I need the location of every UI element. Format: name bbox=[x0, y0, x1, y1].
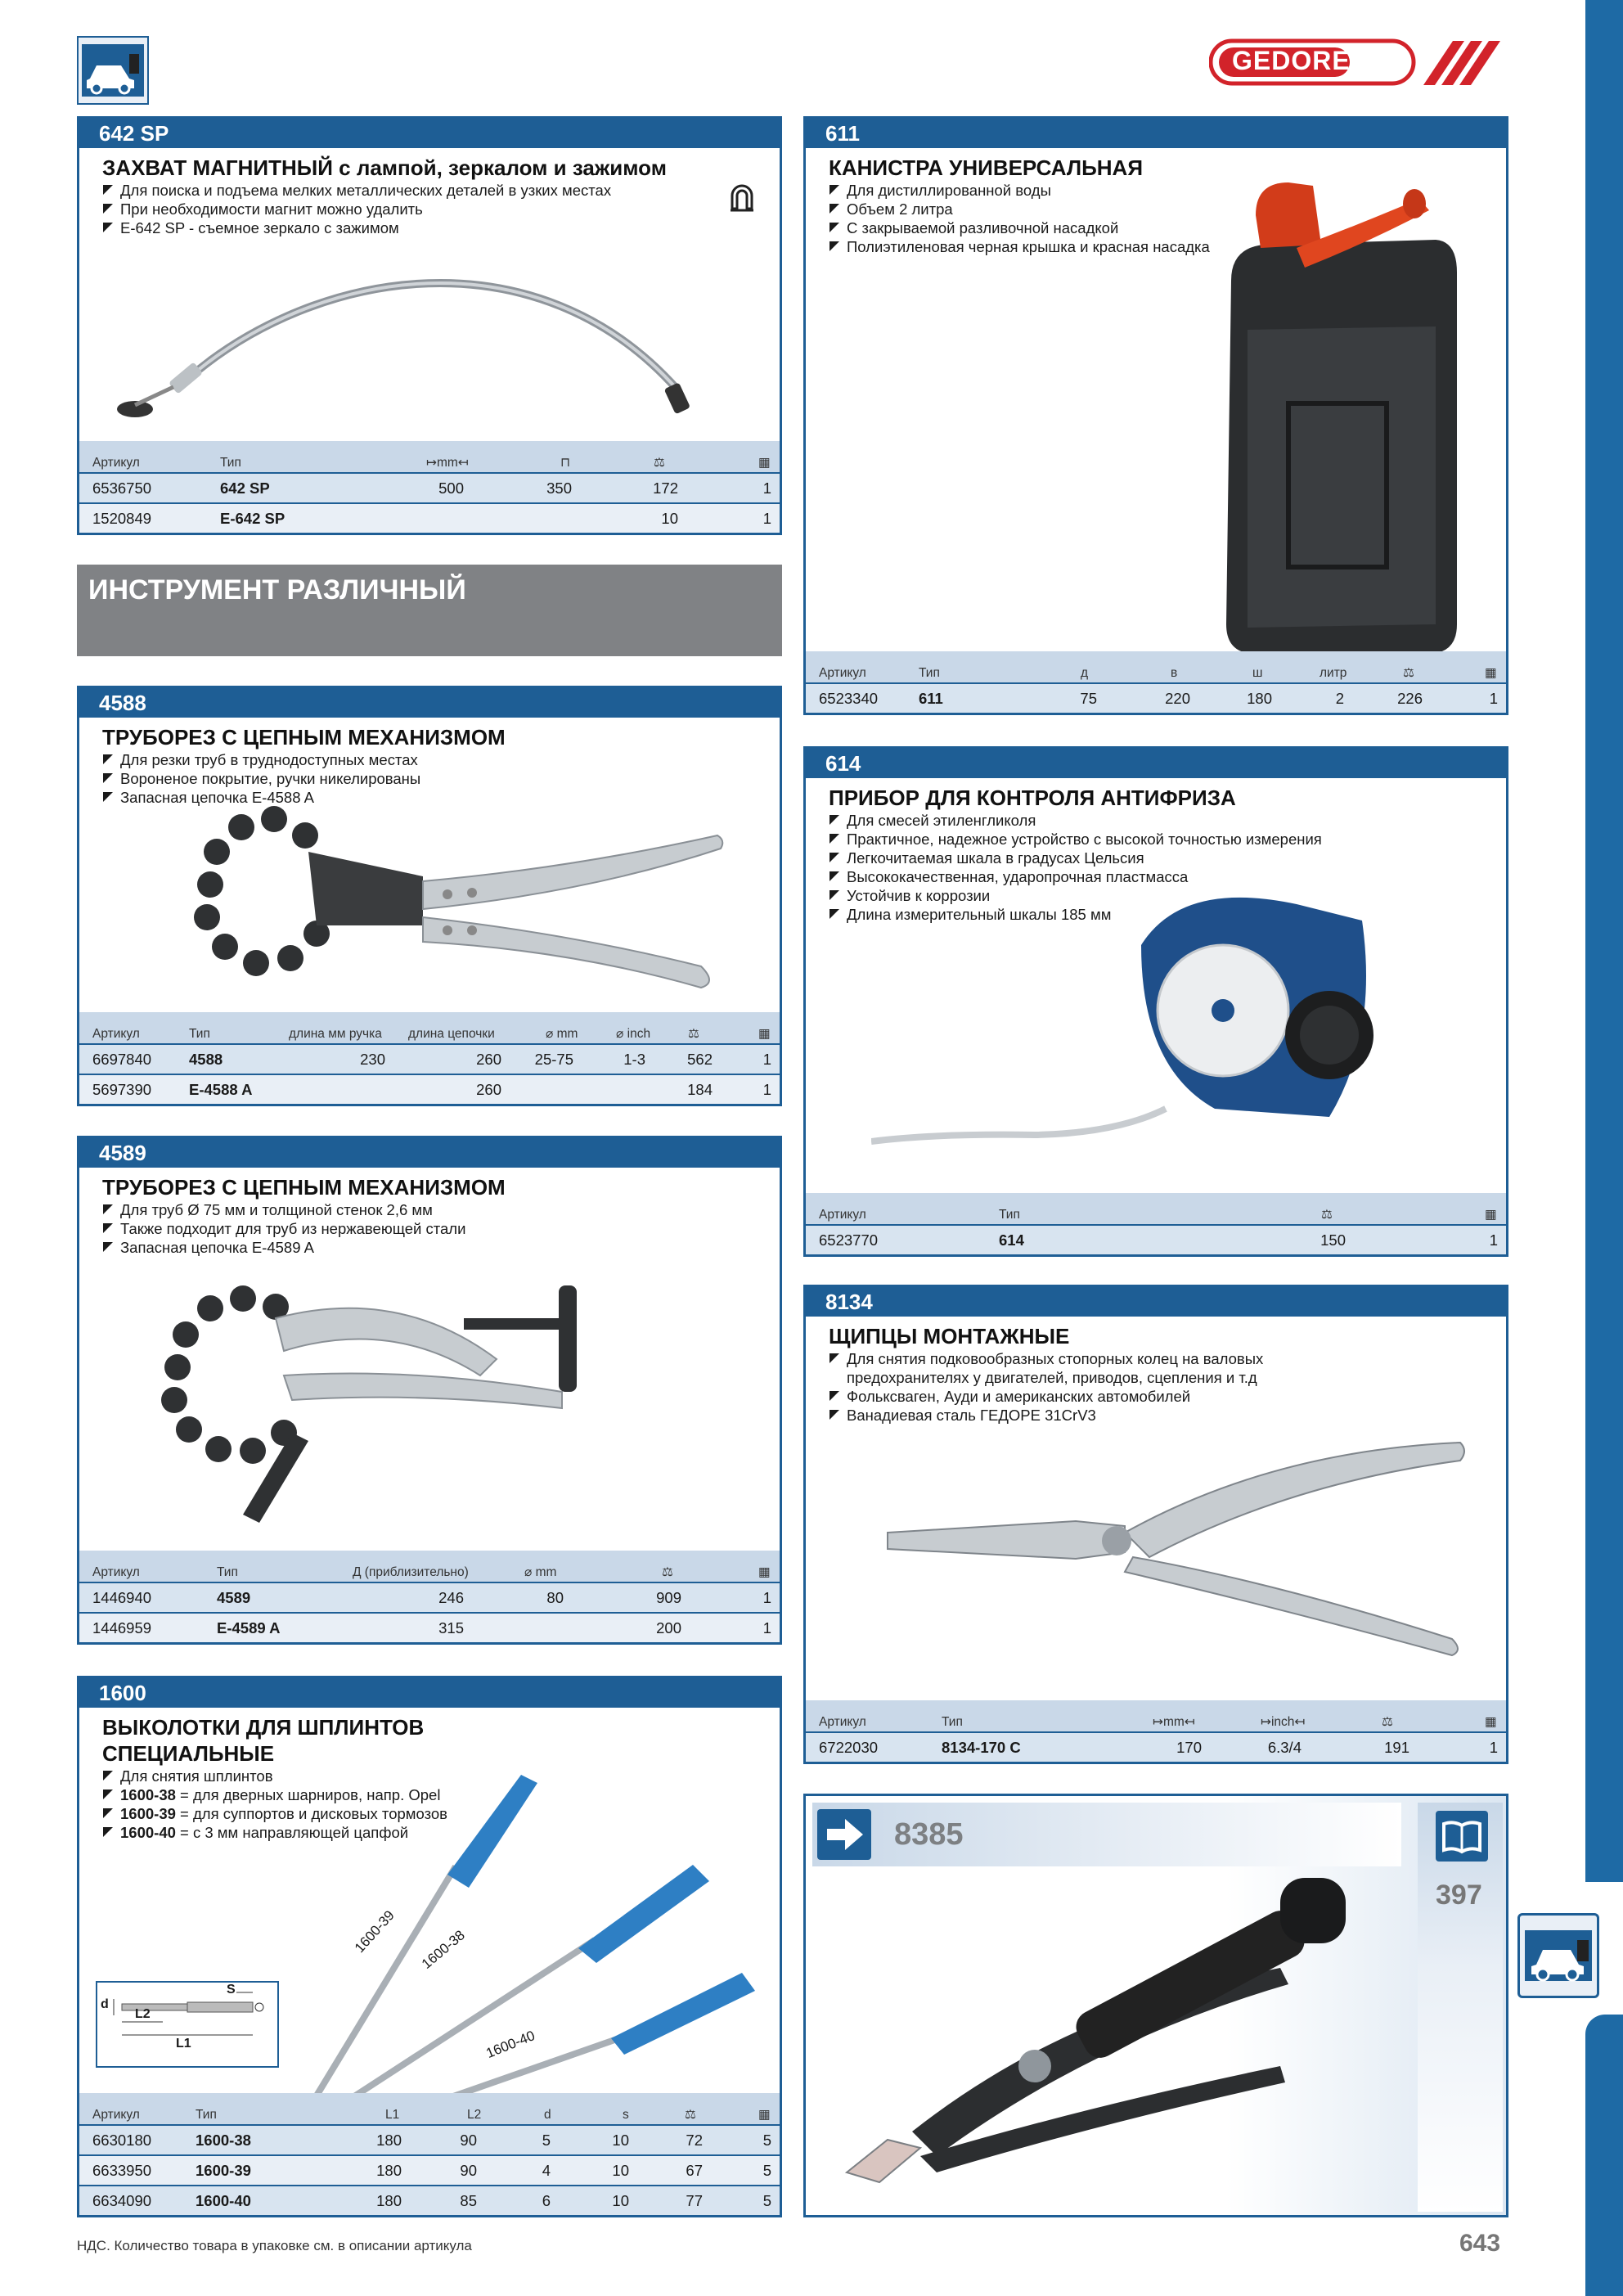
table-row[interactable] bbox=[79, 502, 780, 533]
cell-type: 614 bbox=[999, 1231, 1024, 1249]
product-title: ЗАХВАТ МАГНИТНЫЙ с лампой, зеркалом и зажимом bbox=[102, 155, 667, 180]
cell-type: 8134-170 C bbox=[942, 1739, 1021, 1756]
cell-l1: 180 bbox=[376, 2132, 402, 2149]
antifreeze-tester-image bbox=[871, 871, 1460, 1166]
cell-pack: 5 bbox=[762, 2192, 771, 2209]
cell-l1: 180 bbox=[376, 2192, 402, 2209]
cell-pack: 5 bbox=[762, 2132, 771, 2149]
col-chain-length: длина цепочки bbox=[408, 1027, 495, 1041]
cell-sh: 180 bbox=[1247, 690, 1272, 707]
gedore-stripes bbox=[1423, 39, 1502, 87]
feature-item: С закрываемой разливочной насадкой bbox=[829, 218, 1210, 237]
table-row[interactable] bbox=[79, 1074, 780, 1104]
product-title: ПРИБОР ДЛЯ КОНТРОЛЯ АНТИФРИЗА bbox=[829, 786, 1236, 810]
table-header bbox=[806, 1700, 1506, 1731]
col-weight: ⚖ bbox=[1382, 1715, 1393, 1729]
product-title: ЩИПЦЫ МОНТАЖНЫЕ bbox=[829, 1324, 1070, 1348]
feature-list bbox=[829, 1349, 1263, 1425]
feature-item: Для резки труб в труднодоступных местах bbox=[102, 750, 420, 769]
product-code: 4589 bbox=[79, 1138, 780, 1168]
col-s: s bbox=[623, 2108, 629, 2122]
feature-item: Для снятия подковообразных стопорных колец на валовых bbox=[829, 1349, 1263, 1368]
cell-type: 4588 bbox=[189, 1051, 223, 1068]
magnetic-pickup-image bbox=[112, 250, 767, 421]
cell-pack: 1 bbox=[762, 479, 771, 497]
col-article: Артикул bbox=[92, 1027, 140, 1041]
cell-handle-length: 230 bbox=[360, 1051, 385, 1068]
feature-item: Для поиска и подъема мелких металлических деталей в узких местах bbox=[102, 181, 611, 200]
product-card-4589 bbox=[77, 1136, 782, 1645]
col-d: d bbox=[544, 2108, 551, 2122]
cell-article: 6633950 bbox=[92, 2162, 152, 2179]
cell-liter: 2 bbox=[1335, 690, 1344, 707]
magnet-icon bbox=[727, 181, 757, 214]
feature-item: При необходимости магнит можно удалить bbox=[102, 200, 611, 218]
spec-table bbox=[79, 441, 780, 533]
product-code: 614 bbox=[806, 749, 1506, 778]
col-dia-inch: ⌀ inch bbox=[616, 1027, 651, 1041]
cell-article: 6697840 bbox=[92, 1051, 152, 1068]
cell-s: 10 bbox=[612, 2132, 629, 2149]
cell-d: 5 bbox=[542, 2132, 551, 2149]
feature-item: 1600-39 = для суппортов и дисковых тормозов bbox=[102, 1804, 447, 1823]
cell-weight: 562 bbox=[687, 1051, 713, 1068]
col-article: Артикул bbox=[92, 2108, 140, 2122]
feature-item: Также подходит для труб из нержавеющей стали bbox=[102, 1219, 465, 1238]
col-type: Тип bbox=[919, 666, 940, 680]
circlip-pliers-image bbox=[879, 1418, 1468, 1663]
section-banner bbox=[77, 565, 782, 656]
sidebar-tab-upper bbox=[1585, 0, 1623, 1882]
cell-weight: 72 bbox=[686, 2132, 703, 2149]
cell-weight: 200 bbox=[656, 1619, 681, 1636]
cell-type: 1600-40 bbox=[196, 2192, 251, 2209]
spec-table bbox=[806, 651, 1506, 713]
cell-d: 4 bbox=[542, 2162, 551, 2179]
cell-weight: 909 bbox=[656, 1589, 681, 1606]
cell-d: 75 bbox=[1080, 690, 1097, 707]
cell-pack: 1 bbox=[762, 1051, 771, 1068]
col-article: Артикул bbox=[819, 666, 866, 680]
cell-type: 642 SP bbox=[220, 479, 270, 497]
col-weight: ⚖ bbox=[1321, 1208, 1333, 1222]
col-weight: ⚖ bbox=[688, 1027, 699, 1041]
feature-list bbox=[829, 181, 1210, 256]
table-row[interactable] bbox=[79, 2124, 780, 2154]
promo-code: 8385 bbox=[894, 1817, 964, 1852]
cell-type: E-4589 A bbox=[217, 1619, 281, 1636]
table-row[interactable] bbox=[79, 1043, 780, 1074]
feature-item: Фольксваген, Ауди и американских автомобилей bbox=[829, 1387, 1263, 1406]
feature-list bbox=[102, 181, 611, 237]
spec-table bbox=[806, 1193, 1506, 1254]
table-row[interactable] bbox=[79, 2185, 780, 2215]
feature-item: 1600-38 = для дверных шарниров, напр. Opel bbox=[102, 1785, 447, 1804]
gedore-logo bbox=[1209, 38, 1423, 87]
cell-l1: 180 bbox=[376, 2162, 402, 2179]
dimension-drawing bbox=[96, 1981, 279, 2068]
dim-d-label: d bbox=[101, 1997, 109, 2011]
cell-l2: 90 bbox=[460, 2162, 477, 2179]
col-article: Артикул bbox=[92, 456, 140, 470]
col-type: Тип bbox=[999, 1208, 1020, 1222]
cell-article: 1520849 bbox=[92, 510, 152, 527]
spec-table bbox=[79, 1012, 780, 1104]
table-header bbox=[79, 441, 780, 472]
product-card-8134 bbox=[803, 1285, 1508, 1764]
arrow-right-icon[interactable] bbox=[817, 1809, 871, 1860]
cell-pack: 1 bbox=[762, 1589, 771, 1606]
cell-type: 4589 bbox=[217, 1589, 251, 1606]
cell-weight: 226 bbox=[1397, 690, 1423, 707]
cell-type: 1600-38 bbox=[196, 2132, 251, 2149]
cell-article: 6523340 bbox=[819, 690, 879, 707]
col-pack: ▦ bbox=[1485, 1208, 1497, 1222]
cell-l2: 90 bbox=[460, 2132, 477, 2149]
cell-weight: 150 bbox=[1320, 1231, 1346, 1249]
col-weight: ⚖ bbox=[662, 1565, 673, 1579]
page-number: 643 bbox=[1459, 2230, 1501, 2257]
feature-item: Для труб Ø 75 мм и толщиной стенок 2,6 мм bbox=[102, 1200, 465, 1219]
cell-article: 1446959 bbox=[92, 1619, 152, 1636]
car-category-icon-right[interactable] bbox=[1517, 1913, 1599, 1998]
product-title: ТРУБОРЕЗ С ЦЕПНЫМ МЕХАНИЗМОМ bbox=[102, 1175, 506, 1200]
brand-name-text: GEDORE bbox=[1232, 46, 1351, 75]
cell-type: 1600-39 bbox=[196, 2162, 251, 2179]
col-length-inch: ↦inch↤ bbox=[1261, 1715, 1306, 1729]
cell-pack: 1 bbox=[762, 510, 771, 527]
cell-dia-mm: 25-75 bbox=[534, 1051, 573, 1068]
spec-table bbox=[79, 1551, 780, 1642]
product-card-614 bbox=[803, 746, 1508, 1257]
cell-article: 6634090 bbox=[92, 2192, 152, 2209]
col-type: Тип bbox=[196, 2108, 217, 2122]
cell-article: 6722030 bbox=[819, 1739, 879, 1756]
footer-note: НДС. Количество товара в упаковке см. в описании артикула bbox=[77, 2238, 472, 2253]
table-header bbox=[79, 2093, 780, 2124]
table-header bbox=[79, 1551, 780, 1582]
feature-item-continuation: предохранителях у двигателей, приводов, сцепления и т.д bbox=[847, 1369, 1257, 1386]
table-row[interactable] bbox=[806, 682, 1506, 713]
feature-item: Для смесей этиленгликоля bbox=[829, 811, 1322, 830]
reference-page-number[interactable]: 397 bbox=[1436, 1880, 1482, 1911]
safety-wire-pliers-image bbox=[822, 1862, 1395, 2205]
col-article: Артикул bbox=[819, 1715, 866, 1729]
product-card-1600 bbox=[77, 1676, 782, 2217]
cell-article: 6536750 bbox=[92, 479, 152, 497]
table-row[interactable] bbox=[79, 472, 780, 502]
cell-type: E-642 SP bbox=[220, 510, 285, 527]
cell-v: 220 bbox=[1165, 690, 1190, 707]
feature-item: Высококачественная, ударопрочная пластмасса bbox=[829, 867, 1322, 886]
cell-weight: 184 bbox=[687, 1081, 713, 1098]
table-row[interactable] bbox=[79, 2154, 780, 2185]
cell-weight: 191 bbox=[1384, 1739, 1409, 1756]
canister-image bbox=[1198, 166, 1460, 657]
product-card-4588 bbox=[77, 686, 782, 1106]
product-card-611 bbox=[803, 116, 1508, 715]
dim-s-label: S bbox=[227, 1983, 236, 1997]
col-liter: литр bbox=[1320, 666, 1347, 680]
feature-list bbox=[102, 1200, 465, 1257]
feature-item: Ванадиевая сталь ГЕДОРЕ 31CrV3 bbox=[829, 1406, 1263, 1425]
col-length: ↦mm↤ bbox=[426, 456, 469, 470]
promo-side-column bbox=[1418, 1803, 1503, 2212]
cell-pack: 5 bbox=[762, 2162, 771, 2179]
col-pack: ▦ bbox=[758, 1565, 771, 1579]
product-card-642sp bbox=[77, 116, 782, 535]
feature-list bbox=[102, 750, 420, 807]
product-code: 642 SP bbox=[79, 119, 780, 148]
dim-l1-label: L1 bbox=[176, 2037, 191, 2051]
cell-type: 611 bbox=[919, 690, 943, 707]
feature-item: Запасная цепочка E-4589 A bbox=[102, 1238, 465, 1257]
cell-article: 1446940 bbox=[92, 1589, 152, 1606]
cell-length-inch: 6.3/4 bbox=[1267, 1739, 1302, 1756]
cell-chain-length: 260 bbox=[476, 1051, 501, 1068]
cell-l2: 85 bbox=[460, 2192, 477, 2209]
product-code: 1600 bbox=[79, 1678, 780, 1708]
cell-weight: 67 bbox=[686, 2162, 703, 2179]
product-title: ТРУБОРЕЗ С ЦЕПНЫМ МЕХАНИЗМОМ bbox=[102, 725, 506, 750]
feature-item: Для дистиллированной воды bbox=[829, 181, 1210, 200]
col-length-mm: ↦mm↤ bbox=[1153, 1715, 1195, 1729]
col-l1: L1 bbox=[385, 2108, 400, 2122]
product-code: 8134 bbox=[806, 1287, 1506, 1317]
cell-article: 5697390 bbox=[92, 1081, 152, 1098]
col-pack: ▦ bbox=[758, 2108, 771, 2122]
cell-pack: 1 bbox=[1489, 690, 1498, 707]
feature-item: E-642 SP - съемное зеркало с зажимом bbox=[102, 218, 611, 237]
cell-weight: 172 bbox=[653, 479, 678, 497]
col-article: Артикул bbox=[819, 1208, 866, 1222]
col-dia-mm: ⌀ mm bbox=[524, 1565, 557, 1579]
col-type: Тип bbox=[942, 1715, 963, 1729]
car-category-icon[interactable] bbox=[77, 36, 149, 105]
cell-pack: 1 bbox=[1489, 1739, 1498, 1756]
product-code: 4588 bbox=[79, 688, 780, 718]
cell-d: 6 bbox=[542, 2192, 551, 2209]
cell-pack: 1 bbox=[1489, 1231, 1498, 1249]
table-row[interactable] bbox=[79, 1612, 780, 1642]
cell-lift: 350 bbox=[546, 479, 572, 497]
cell-weight: 77 bbox=[686, 2192, 703, 2209]
locking-pipe-cutter-image bbox=[153, 1269, 742, 1531]
feature-item: Легкочитаемая шкала в градусах Цельсия bbox=[829, 849, 1322, 867]
col-pack: ▦ bbox=[1485, 666, 1497, 680]
cell-length: 500 bbox=[438, 479, 464, 497]
table-row[interactable] bbox=[806, 1224, 1506, 1254]
section-title: ИНСТРУМЕНТ РАЗЛИЧНЫЙ bbox=[88, 574, 466, 606]
product-title: КАНИСТРА УНИВЕРСАЛЬНАЯ bbox=[829, 155, 1144, 180]
cell-dia-inch: 1-3 bbox=[623, 1051, 645, 1068]
col-pack: ▦ bbox=[758, 456, 771, 470]
col-weight: ⚖ bbox=[654, 456, 665, 470]
table-header bbox=[806, 1193, 1506, 1224]
cell-s: 10 bbox=[612, 2162, 629, 2179]
feature-item: Для снятия шплинтов bbox=[102, 1767, 447, 1785]
col-d: д bbox=[1081, 666, 1089, 680]
col-handle-length: длина мм ручка bbox=[289, 1027, 382, 1041]
col-weight: ⚖ bbox=[685, 2108, 696, 2122]
punch-label-1600-40: 1600-40 bbox=[483, 2028, 537, 2062]
feature-item: 1600-40 = с 3 мм направляющей цапфой bbox=[102, 1823, 447, 1842]
feature-item: Устойчив к коррозии bbox=[829, 886, 1322, 905]
feature-item: Длина измерительный шкалы 185 мм bbox=[829, 905, 1322, 924]
col-pack: ▦ bbox=[1485, 1715, 1497, 1729]
book-icon[interactable] bbox=[1436, 1811, 1488, 1862]
spec-table bbox=[79, 2093, 780, 2215]
punch-label-1600-39: 1600-39 bbox=[351, 1907, 398, 1956]
cell-article: 6523770 bbox=[819, 1231, 879, 1249]
cell-s: 10 bbox=[612, 2192, 629, 2209]
cell-weight: 10 bbox=[661, 510, 678, 527]
promo-card-8385[interactable] bbox=[803, 1794, 1508, 2217]
cell-length-approx: 315 bbox=[438, 1619, 464, 1636]
table-header bbox=[79, 1012, 780, 1043]
sidebar-tab-lower bbox=[1585, 2015, 1623, 2296]
col-pack: ▦ bbox=[758, 1027, 771, 1041]
cell-length-mm: 170 bbox=[1176, 1739, 1202, 1756]
cell-dia-mm: 80 bbox=[546, 1589, 564, 1606]
col-sh: ш bbox=[1252, 666, 1263, 680]
col-article: Артикул bbox=[92, 1565, 140, 1579]
col-weight: ⚖ bbox=[1403, 666, 1414, 680]
punch-label-1600-38: 1600-38 bbox=[418, 1927, 468, 1972]
cell-type: E-4588 A bbox=[189, 1081, 253, 1098]
feature-item: Вороненое покрытие, ручки никелированы bbox=[102, 769, 420, 788]
chain-pipe-cutter-image bbox=[178, 803, 750, 1007]
cell-pack: 1 bbox=[762, 1619, 771, 1636]
cell-length-approx: 246 bbox=[438, 1589, 464, 1606]
product-code: 611 bbox=[806, 119, 1506, 148]
cell-pack: 1 bbox=[762, 1081, 771, 1098]
feature-item: Полиэтиленовая черная крышка и красная насадка bbox=[829, 237, 1210, 256]
product-title-line1: ВЫКОЛОТКИ ДЛЯ ШПЛИНТОВ bbox=[102, 1715, 425, 1740]
col-type: Тип bbox=[220, 456, 241, 470]
col-v: в bbox=[1171, 666, 1178, 680]
col-length-approx: Д (приблизительно) bbox=[353, 1565, 469, 1579]
feature-item: Запасная цепочка E-4588 A bbox=[102, 788, 420, 807]
feature-item: Объем 2 литра bbox=[829, 200, 1210, 218]
table-header bbox=[806, 651, 1506, 682]
cell-article: 6630180 bbox=[92, 2132, 152, 2149]
col-dia-mm: ⌀ mm bbox=[546, 1027, 578, 1041]
col-type: Тип bbox=[217, 1565, 238, 1579]
cell-chain-length: 260 bbox=[476, 1081, 501, 1098]
dim-l2-label: L2 bbox=[135, 2007, 151, 2021]
product-title-line2: СПЕЦИАЛЬНЫЕ bbox=[102, 1741, 275, 1766]
col-lift: ⊓ bbox=[560, 456, 571, 470]
feature-item: Практичное, надежное устройство с высокой точностью измерения bbox=[829, 830, 1322, 849]
col-l2: L2 bbox=[467, 2108, 482, 2122]
table-row[interactable] bbox=[806, 1731, 1506, 1762]
spec-table bbox=[806, 1700, 1506, 1762]
col-type: Тип bbox=[189, 1027, 210, 1041]
table-row[interactable] bbox=[79, 1582, 780, 1612]
